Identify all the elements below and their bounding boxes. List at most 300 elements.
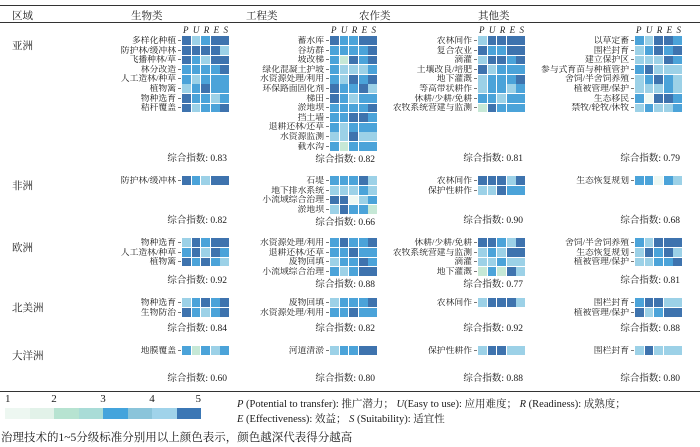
score-cell — [359, 113, 368, 122]
score-cell — [192, 258, 201, 267]
score-cell — [201, 104, 210, 113]
tech-label: 休耕/少耕/免耕 — [380, 94, 478, 104]
tech-label: 废物回填 — [232, 257, 330, 267]
score-cell — [478, 104, 487, 113]
score-grid — [330, 176, 377, 185]
pures-letter: P — [636, 25, 642, 35]
score-cell — [368, 267, 377, 276]
score-cell — [507, 84, 516, 93]
score-cell — [192, 308, 201, 317]
score-cell — [664, 298, 673, 307]
score-cell — [645, 75, 654, 84]
score-cell — [497, 46, 506, 55]
category-cell — [380, 341, 528, 391]
score-grid — [635, 238, 682, 247]
tech-label: 水资源监测 — [232, 132, 330, 142]
score-grid — [330, 65, 377, 74]
tech-row — [60, 36, 229, 46]
tech-row — [232, 84, 377, 94]
score-cell — [340, 238, 349, 247]
legend-colorbar — [5, 408, 201, 419]
score-cell — [488, 186, 497, 195]
score-cell — [673, 36, 682, 45]
score-cell — [330, 46, 339, 55]
score-cell — [368, 46, 377, 55]
score-cell — [516, 36, 525, 45]
score-cell — [635, 84, 644, 93]
score-cell — [368, 196, 377, 205]
score-cell — [488, 104, 497, 113]
score-cell — [488, 94, 497, 103]
category-cell — [528, 23, 700, 171]
tech-row — [528, 36, 682, 46]
composite-index: 综合指数: 0.82 — [167, 216, 227, 226]
score-cell — [368, 346, 377, 355]
tech-row — [232, 55, 377, 65]
tech-label: 地膜覆盖 — [60, 346, 182, 356]
legend-tick-2: 2 — [51, 393, 57, 405]
score-cell — [368, 123, 377, 132]
category-cell — [60, 23, 232, 171]
abbr-letter: R — [519, 399, 527, 410]
score-cell — [330, 248, 339, 257]
score-cell — [635, 94, 644, 103]
category-cell — [528, 233, 700, 293]
tech-row — [528, 238, 682, 248]
score-cell — [488, 238, 497, 247]
score-cell — [507, 267, 516, 276]
score-cell — [330, 104, 339, 113]
tech-label: 水资源处理/利用 — [232, 308, 330, 318]
score-grid — [182, 346, 229, 355]
score-cell — [478, 75, 487, 84]
score-cell — [497, 346, 506, 355]
score-cell — [182, 75, 191, 84]
tech-label: 防护林/缓冲林 — [60, 176, 182, 186]
score-cell — [645, 248, 654, 257]
score-cell — [635, 65, 644, 74]
note-text: (Potential to transfer): 推广潜力； — [243, 399, 397, 410]
score-cell — [182, 258, 191, 267]
tech-row — [232, 122, 377, 132]
score-cell — [507, 346, 516, 355]
tech-row — [232, 65, 377, 75]
score-cell — [340, 205, 349, 214]
score-grid — [330, 298, 377, 307]
score-cell — [220, 36, 229, 45]
tech-row — [60, 346, 229, 356]
pures-letter: U — [488, 25, 496, 35]
pures-letter: E — [213, 25, 220, 35]
tech-row — [232, 132, 377, 142]
score-cell — [488, 267, 497, 276]
score-cell — [330, 186, 339, 195]
score-cell — [192, 36, 201, 45]
score-grid — [635, 104, 682, 113]
figure-caption: 治理技术的1~5分级标准分别用以上颜色表示，颜色越深代表得分越高 — [1, 432, 353, 444]
tech-row — [60, 176, 229, 186]
tech-row — [528, 55, 682, 65]
score-cell — [507, 238, 516, 247]
score-grid — [182, 104, 229, 113]
tech-row — [60, 84, 229, 94]
tech-row — [232, 346, 377, 356]
tech-label: 环保路面固化剂 — [232, 84, 330, 94]
tech-label: 等高带状耕作 — [380, 84, 478, 94]
score-cell — [359, 123, 368, 132]
score-cell — [507, 248, 516, 257]
score-cell — [201, 36, 210, 45]
score-grid — [478, 248, 525, 257]
tech-row — [380, 103, 525, 113]
tech-label: 复合农业 — [380, 46, 478, 56]
column-header-other: 其他类 — [478, 11, 510, 22]
score-cell — [349, 36, 358, 45]
score-cell — [488, 56, 497, 65]
abbr-letter: U — [396, 399, 405, 410]
composite-index: 综合指数: 0.82 — [315, 155, 375, 166]
score-cell — [211, 176, 220, 185]
pures-abbreviation-notes — [237, 397, 697, 427]
score-grid — [330, 238, 377, 247]
tech-label: 人工造林/种草 — [60, 248, 182, 258]
score-cell — [516, 46, 525, 55]
score-cell — [673, 308, 682, 317]
score-cell — [192, 65, 201, 74]
score-cell — [211, 65, 220, 74]
category-cell — [528, 293, 700, 341]
score-cell — [488, 248, 497, 257]
pures-letter: U — [645, 25, 653, 35]
column-header-engineering: 工程类 — [246, 11, 278, 22]
score-cell — [664, 46, 673, 55]
score-cell — [182, 176, 191, 185]
score-cell — [673, 56, 682, 65]
score-cell — [349, 298, 358, 307]
score-cell — [182, 104, 191, 113]
tech-label: 农林间作 — [380, 298, 478, 308]
score-cell — [182, 94, 191, 103]
pures-header — [478, 25, 525, 36]
tech-label: 植物篱 — [60, 257, 182, 267]
score-cell — [192, 94, 201, 103]
score-grid — [635, 298, 682, 307]
pures-letter: E — [361, 25, 368, 35]
score-grid — [330, 84, 377, 93]
score-cell — [359, 238, 368, 247]
score-grid — [330, 346, 377, 355]
region-row-0 — [0, 23, 700, 171]
tech-label: 生态恢复规划 — [528, 176, 635, 186]
score-cell — [359, 65, 368, 74]
score-cell — [349, 65, 358, 74]
tech-label: 以草定畜 — [528, 36, 635, 46]
score-cell — [673, 238, 682, 247]
score-cell — [359, 94, 368, 103]
score-grid — [478, 176, 525, 185]
score-cell — [330, 132, 339, 141]
score-cell — [359, 298, 368, 307]
score-cell — [211, 46, 220, 55]
tech-label: 地下灌溉 — [380, 267, 478, 277]
tech-row — [528, 94, 682, 104]
score-cell — [359, 176, 368, 185]
matrix-body — [0, 23, 700, 392]
score-cell — [349, 176, 358, 185]
score-cell — [359, 186, 368, 195]
score-cell — [654, 298, 663, 307]
score-cell — [645, 46, 654, 55]
score-cell — [182, 308, 191, 317]
score-cell — [201, 258, 210, 267]
score-cell — [497, 176, 506, 185]
score-cell — [330, 308, 339, 317]
score-cell — [516, 56, 525, 65]
score-cell — [220, 258, 229, 267]
score-grid — [330, 132, 377, 141]
tech-row — [380, 267, 525, 277]
score-cell — [488, 84, 497, 93]
score-cell — [330, 258, 339, 267]
score-cell — [478, 46, 487, 55]
score-cell — [645, 84, 654, 93]
tech-label: 保护性耕作 — [380, 346, 478, 356]
score-cell — [340, 346, 349, 355]
score-cell — [192, 346, 201, 355]
column-header-agricultural: 农作类 — [359, 11, 391, 22]
score-cell — [211, 94, 220, 103]
region-label: 欧洲 — [12, 243, 33, 254]
score-cell — [340, 176, 349, 185]
note-text: (Easy to use): 应用难度； — [404, 399, 520, 410]
legend-tick-5: 5 — [195, 393, 201, 405]
score-cell — [330, 205, 339, 214]
score-grid — [330, 113, 377, 122]
tech-label: 退耕还林/还草 — [232, 122, 330, 132]
tech-row — [232, 94, 377, 104]
score-cell — [192, 46, 201, 55]
category-cell — [528, 341, 700, 391]
score-cell — [349, 84, 358, 93]
region-row-3 — [0, 293, 700, 341]
score-cell — [507, 56, 516, 65]
score-grid — [182, 46, 229, 55]
score-cell — [201, 46, 210, 55]
score-cell — [359, 36, 368, 45]
tech-label: 河道清淤 — [232, 346, 330, 356]
score-cell — [478, 65, 487, 74]
score-cell — [635, 346, 644, 355]
pures-letter: P — [331, 25, 337, 35]
score-cell — [359, 132, 368, 141]
score-cell — [673, 94, 682, 103]
score-cell — [182, 238, 191, 247]
score-cell — [220, 65, 229, 74]
pures-letter: S — [371, 25, 376, 35]
score-grid — [330, 186, 377, 195]
score-cell — [645, 36, 654, 45]
tech-row — [60, 308, 229, 318]
tech-label: 地下排水系统 — [232, 186, 330, 196]
score-cell — [664, 104, 673, 113]
score-cell — [340, 298, 349, 307]
score-grid — [478, 94, 525, 103]
score-cell — [488, 258, 497, 267]
tech-row — [232, 298, 377, 308]
composite-index: 综合指数: 0.90 — [463, 216, 523, 226]
tech-row — [380, 186, 525, 196]
tech-label: 多样化种植 — [60, 36, 182, 46]
column-header-biological: 生物类 — [131, 11, 163, 22]
tech-row — [380, 36, 525, 46]
score-cell — [340, 113, 349, 122]
composite-index: 综合指数: 0.92 — [463, 324, 523, 334]
score-grid — [182, 238, 229, 247]
score-cell — [635, 248, 644, 257]
score-grid — [478, 238, 525, 247]
tech-row — [60, 238, 229, 248]
tech-label: 物种选育 — [60, 298, 182, 308]
score-grid — [635, 176, 682, 185]
score-grid — [330, 75, 377, 84]
tech-label: 秸秆覆盖 — [60, 103, 182, 113]
tech-label: 物种选育 — [60, 94, 182, 104]
score-cell — [182, 298, 191, 307]
tech-row — [380, 55, 525, 65]
score-cell — [330, 123, 339, 132]
composite-index: 综合指数: 0.66 — [315, 218, 375, 229]
score-cell — [635, 258, 644, 267]
score-cell — [507, 176, 516, 185]
tech-row — [60, 65, 229, 75]
score-cell — [192, 248, 201, 257]
tech-label: 滴灌 — [380, 55, 478, 65]
score-cell — [359, 346, 368, 355]
score-cell — [368, 94, 377, 103]
category-cell — [232, 293, 380, 341]
score-cell — [330, 238, 339, 247]
score-grid — [182, 75, 229, 84]
score-cell — [201, 308, 210, 317]
tech-label: 废物回填 — [232, 298, 330, 308]
score-cell — [368, 238, 377, 247]
tech-row — [528, 257, 682, 267]
score-grid — [635, 56, 682, 65]
score-cell — [349, 56, 358, 65]
score-cell — [507, 104, 516, 113]
score-cell — [673, 248, 682, 257]
score-cell — [654, 176, 663, 185]
tech-row — [232, 186, 377, 196]
score-cell — [497, 238, 506, 247]
score-cell — [368, 65, 377, 74]
tech-label: 围栏封育 — [528, 298, 635, 308]
score-cell — [645, 308, 654, 317]
score-cell — [211, 104, 220, 113]
tech-row — [60, 46, 229, 56]
note-text: (Suitability): 适宜性 — [354, 414, 445, 425]
score-cell — [654, 46, 663, 55]
legend-color-segment — [103, 408, 128, 419]
score-cell — [654, 75, 663, 84]
tech-label: 小流域综合治理 — [232, 195, 330, 205]
score-cell — [220, 346, 229, 355]
score-grid — [330, 205, 377, 214]
tech-label: 农牧系统营建与监测 — [380, 103, 478, 113]
score-cell — [368, 298, 377, 307]
score-grid — [330, 36, 377, 45]
score-cell — [220, 75, 229, 84]
score-cell — [211, 84, 220, 93]
score-cell — [664, 346, 673, 355]
tech-row — [232, 238, 377, 248]
score-cell — [488, 46, 497, 55]
score-cell — [192, 104, 201, 113]
score-cell — [664, 84, 673, 93]
tech-label: 坡改梯 — [232, 55, 330, 65]
score-cell — [478, 84, 487, 93]
category-cell — [232, 233, 380, 293]
score-cell — [516, 346, 525, 355]
score-cell — [182, 65, 191, 74]
abbr-letter: P — [237, 399, 244, 410]
score-cell — [488, 36, 497, 45]
score-grid — [478, 84, 525, 93]
score-cell — [330, 56, 339, 65]
score-grid — [478, 298, 525, 307]
category-cell — [60, 293, 232, 341]
score-cell — [497, 75, 506, 84]
region-label: 非洲 — [12, 181, 33, 192]
composite-index: 综合指数: 0.80 — [315, 374, 375, 384]
pures-letter: R — [499, 25, 506, 35]
score-cell — [368, 142, 377, 151]
region-label: 亚洲 — [12, 41, 33, 52]
score-cell — [664, 56, 673, 65]
score-cell — [654, 65, 663, 74]
score-cell — [664, 36, 673, 45]
score-cell — [211, 248, 220, 257]
score-cell — [349, 46, 358, 55]
score-cell — [349, 205, 358, 214]
score-cell — [340, 75, 349, 84]
score-cell — [349, 132, 358, 141]
score-cell — [664, 238, 673, 247]
tech-row — [232, 195, 377, 205]
score-cell — [673, 176, 682, 185]
score-cell — [664, 176, 673, 185]
score-cell — [359, 104, 368, 113]
score-grid — [635, 346, 682, 355]
composite-index: 综合指数: 0.88 — [620, 324, 680, 334]
score-cell — [507, 36, 516, 45]
score-cell — [220, 46, 229, 55]
score-cell — [645, 346, 654, 355]
tech-row — [232, 257, 377, 267]
score-cell — [201, 248, 210, 257]
score-cell — [349, 238, 358, 247]
score-grid — [182, 298, 229, 307]
score-cell — [368, 308, 377, 317]
tech-label: 截水沟 — [232, 142, 330, 152]
tech-label: 小流域综合治理 — [232, 267, 330, 277]
score-cell — [182, 84, 191, 93]
tech-label: 舍饲/半舍饲养殖 — [528, 74, 635, 84]
score-cell — [211, 308, 220, 317]
score-cell — [220, 238, 229, 247]
tech-row — [380, 346, 525, 356]
score-cell — [359, 205, 368, 214]
